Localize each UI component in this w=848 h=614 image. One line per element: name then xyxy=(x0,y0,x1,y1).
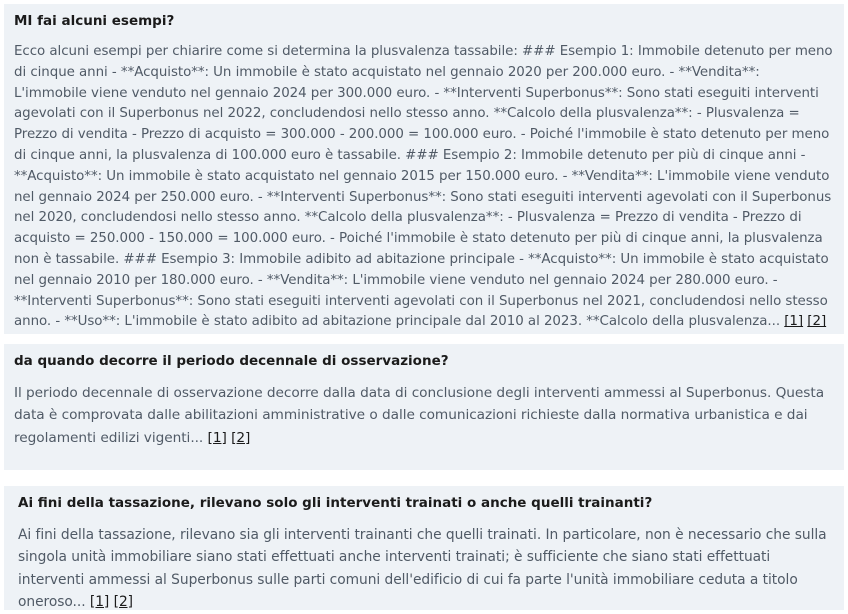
reference-link-1[interactable]: [1] xyxy=(89,594,110,611)
reference-link-2[interactable]: [2] xyxy=(231,429,251,446)
faq-answer-text: Il periodo decennale di osservazione decorre dalla data di conclusione degli interventi ammessi al Superbonus. Questa data è comprovata dalle abilitazioni amministrative o dalle comunicazioni richieste dalla normativa urbanistica e dai regolamenti edilizi vigenti... xyxy=(14,385,825,446)
faq-card xyxy=(4,486,844,610)
faq-answer xyxy=(14,42,834,333)
faq-answer-text: Ecco alcuni esempi per chiarire come si determina la plusvalenza tassabile: ### Esempio 1: Immobile detenuto per meno di cinque anni - **Acquisto**: Un immobile è stato acquistato nel gennaio 2020 per 200.000 euro. - **Vendita**: L'immobile viene venduto nel gennaio 2024 per 300.000 euro. - **Interventi Superbonus**: Sono stati eseguiti interventi agevolati con il Superbonus nel 2022, concludendosi nello stesso anno. **Calcolo della plusvalenza**: - Plusvalenza = Prezzo di vendita - Prezzo di acquisto = 300.000 - 200.000 = 100.000 euro. - Poiché l'immobile è stato detenuto per meno di cinque anni, la plusvalenza di 100.000 euro è tassabile. ### Esempio 2: Immobile detenuto per più di cinque anni - **Acquisto**: Un immobile è stato acquistato nel gennaio 2015 per 150.000 euro. - **Vendita**: L'immobile viene venduto nel gennaio 2024 per 250.000 euro. - **Interventi Superbonus**: Sono stati eseguiti interventi agevolati con il Superbonus nel 2020, concludendosi nello stesso anno. **Calcolo della plusvalenza**: - Plusvalenza = Prezzo di vendita - Prezzo di acquisto = 250.000 - 150.000 = 100.000 euro. - Poiché l'immobile è stato detenuto per più di cinque anni, la plusvalenza non è tassabile. ### Esempio 3: Immobile adibito ad abitazione principale - **Acquisto**: Un immobile è stato acquistato nel gennaio 2010 per 180.000 euro. - **Vendita**: L'immobile viene venduto nel gennaio 2024 per 280.000 euro. - **Interventi Superbonus**: Sono stati eseguiti interventi agevolati con il Superbonus nel 2021, concludendosi nello stesso anno. - **Uso**: L'immobile è stato adibito ad abitazione principale dal 2010 al 2023. **Calcolo della plusvalenza... xyxy=(14,44,833,330)
faq-question: da quando decorre il periodo decennale di osservazione? xyxy=(14,353,449,369)
reference-link-2[interactable]: [2] xyxy=(113,594,134,611)
reference-link-1[interactable]: [1] xyxy=(784,314,804,330)
faq-answer xyxy=(18,524,832,614)
faq-question: MI fai alcuni esempi? xyxy=(14,13,175,29)
reference-link-2[interactable]: [2] xyxy=(807,314,827,330)
faq-card xyxy=(4,344,844,470)
faq-answer-text: Ai fini della tassazione, rilevano sia gli interventi trainanti che quelli trainati. In particolare, non è necessario che sulla singola unità immobiliare siano stati effettuati anche interventi trainati; è sufficiente che siano stati effettuati interventi ammessi al Superbonus sulle parti comuni dell'edificio di cui fa parte l'unità immobiliare ceduta a titolo oneroso... xyxy=(18,527,827,611)
faq-question: Ai fini della tassazione, rilevano solo gli interventi trainati o anche quelli trainanti? xyxy=(18,495,653,511)
reference-link-1[interactable]: [1] xyxy=(207,429,227,446)
faq-card xyxy=(4,4,844,334)
faq-answer xyxy=(14,382,834,449)
